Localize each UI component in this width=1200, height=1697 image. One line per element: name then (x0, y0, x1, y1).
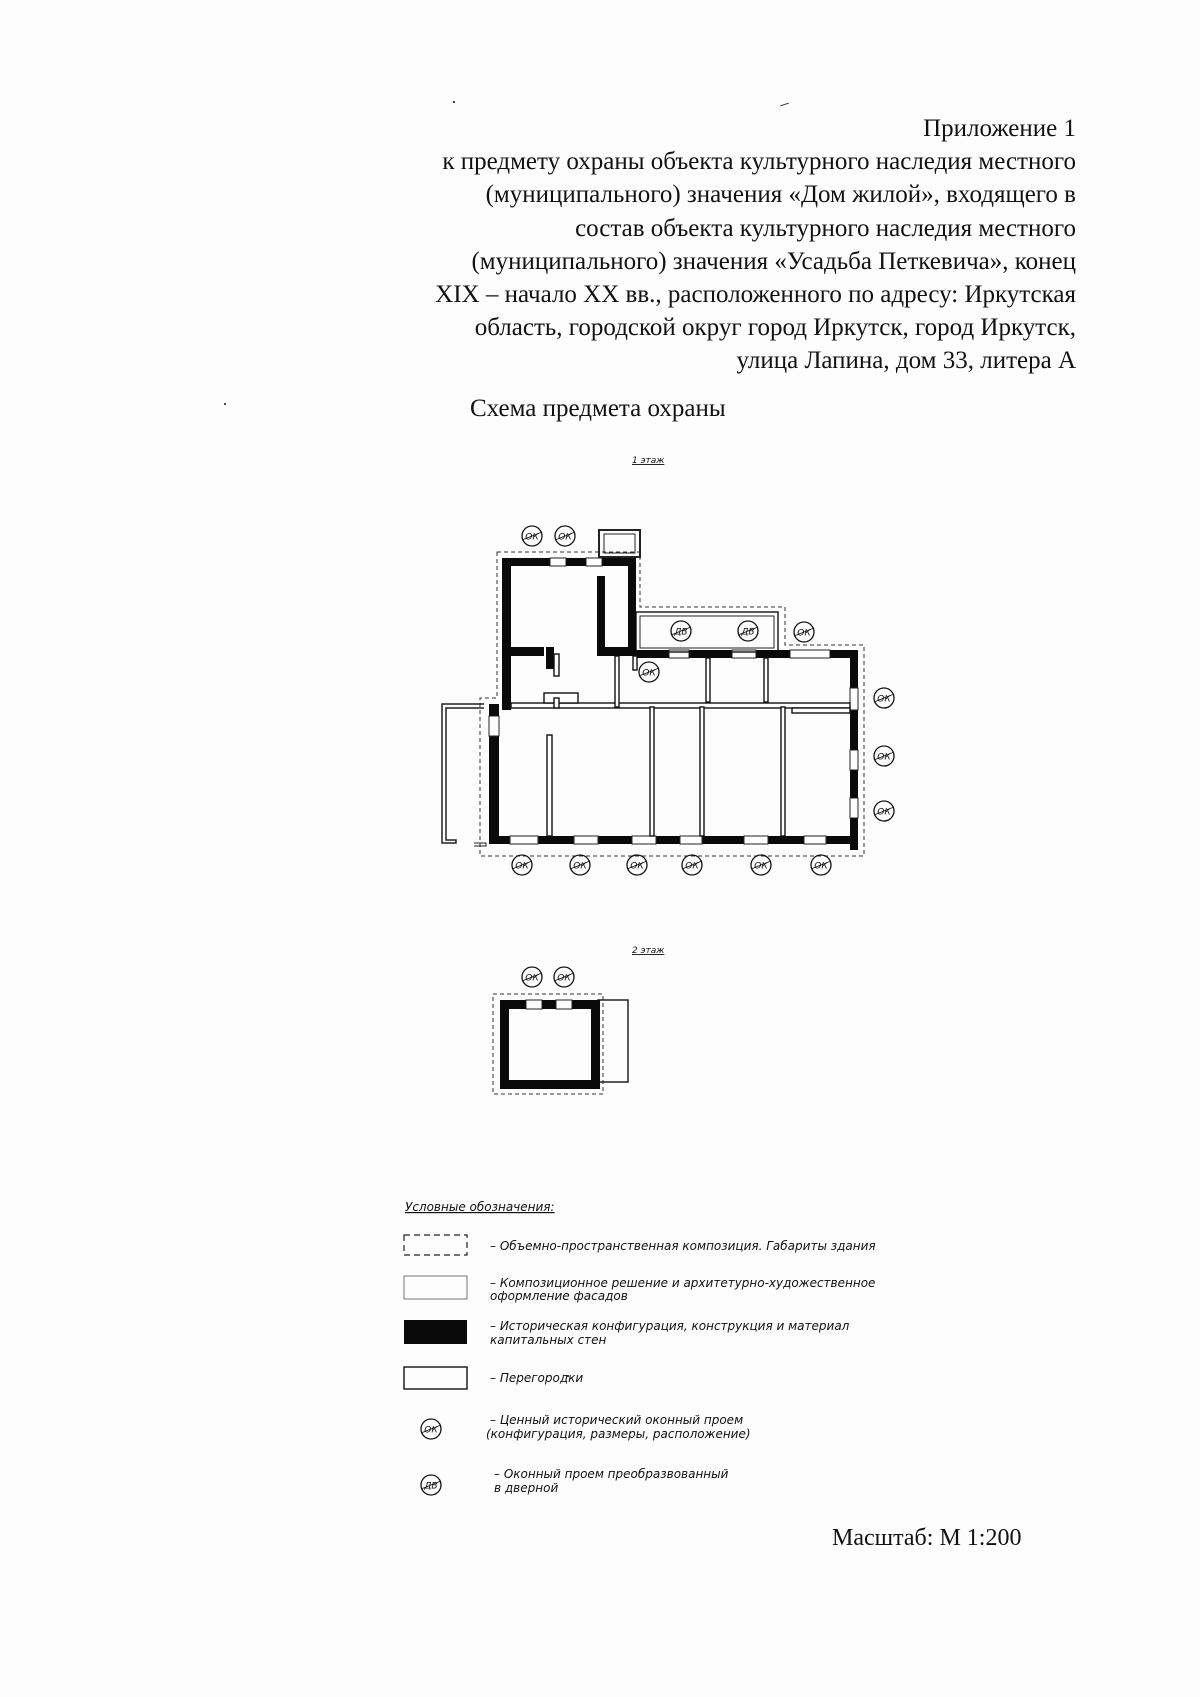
svg-text:ОК: ОК (642, 668, 656, 679)
legend-text-line: в дверной (494, 1481, 559, 1495)
window-mark-icon (874, 746, 894, 766)
window-mark-icon (751, 855, 771, 875)
floor1-label: 1 этаж (632, 456, 665, 466)
legend-door-mark-icon (421, 1475, 441, 1495)
svg-text:ОК: ОК (558, 532, 572, 543)
window-mark-icon (522, 967, 542, 987)
svg-text:ОК: ОК (573, 861, 587, 872)
window-mark-icon (512, 855, 532, 875)
legend-text-line: – Композиционное решение и архитетурно-художественное (490, 1276, 876, 1290)
legend-text-line: оформление фасадов (490, 1289, 628, 1303)
door-marks (671, 621, 758, 641)
window-mark-icon (555, 526, 575, 546)
legend-text-line: капитальных стен (490, 1333, 607, 1347)
svg-text:ОК: ОК (630, 861, 644, 872)
porch-frame-inner (604, 534, 635, 553)
appendix-text-line: область, городской округ город Иркутск, город Иркутск, (474, 314, 1076, 342)
appendix-text-line: (муниципального) значения «Дом жилой», входящего в (485, 181, 1076, 209)
svg-text:ОК: ОК (525, 532, 539, 543)
appendix-text-line: XIX – начало XX вв., расположенного по адресу: Иркутская (435, 281, 1076, 309)
window-marks (522, 967, 574, 987)
svg-text:ДВ: ДВ (741, 627, 755, 638)
svg-text:ОК: ОК (814, 861, 828, 872)
scale-label: Масштаб: М 1:200 (832, 1525, 1022, 1551)
veranda-frame (636, 612, 778, 652)
legend-text-line: – Оконный проем преобразвованный (494, 1467, 729, 1481)
svg-text:ОК: ОК (877, 694, 891, 705)
scheme-title: Схема предмета охраны (470, 395, 726, 422)
window-mark-icon (811, 855, 831, 875)
legend-text (490, 1319, 853, 1347)
appendix-title: Приложение 1 (923, 115, 1076, 142)
legend-swatch-facade (404, 1276, 467, 1299)
legend-swatch-capital-wall (404, 1320, 467, 1344)
legend-swatch-dashed (404, 1235, 467, 1255)
svg-text:ОК: ОК (424, 1425, 438, 1436)
floor2-label: 2 этаж (632, 946, 665, 956)
partitions (511, 654, 850, 836)
svg-text:ОК: ОК (515, 861, 529, 872)
legend-text-line: – Ценный исторический оконный проем (490, 1413, 744, 1427)
capital-walls (500, 1000, 600, 1089)
appendix-text-line: к предмету охраны объекта культурного наследия местного (442, 148, 1076, 176)
side-annex-frame (442, 704, 484, 843)
appendix-text-line: улица Лапина, дом 33, литера А (736, 347, 1076, 375)
svg-text:ОК: ОК (754, 861, 768, 872)
door-mark-icon (738, 621, 758, 641)
window-mark-icon (522, 526, 542, 546)
legend-text-line: (конфигурация, размеры, расположение) (486, 1427, 751, 1441)
svg-text:ОК: ОК (877, 807, 891, 818)
svg-text:ДВ: ДВ (424, 1481, 438, 1492)
legend-text (494, 1467, 732, 1495)
appendix-text-line: (муниципального) значения «Усадьба Петкевича», конец (471, 247, 1076, 275)
svg-text:ОК: ОК (685, 861, 699, 872)
door-mark-icon (671, 621, 691, 641)
window-mark-icon (794, 622, 814, 642)
floor2-plan (493, 967, 628, 1094)
svg-text:ОК: ОК (877, 752, 891, 763)
floor1-plan (442, 526, 894, 875)
appendix-text-line: состав объекта культурного наследия местного (575, 214, 1076, 242)
window-mark-icon (554, 967, 574, 987)
legend-text (490, 1276, 879, 1303)
svg-text:ОК: ОК (557, 973, 571, 984)
svg-text:ОК: ОК (525, 973, 539, 984)
svg-text:ОК: ОК (797, 628, 811, 639)
legend-text (486, 1413, 751, 1441)
window-mark-icon (627, 855, 647, 875)
legend-text: – Перегородки (490, 1371, 584, 1385)
svg-text:ДВ: ДВ (674, 627, 688, 638)
legend-window-mark-icon (421, 1419, 441, 1439)
legend-text: – Объемно-пространственная композиция. Габариты здания (490, 1239, 876, 1253)
window-mark-icon (570, 855, 590, 875)
legend-title: Условные обозначения: (405, 1200, 555, 1214)
window-mark-icon (639, 662, 659, 682)
legend-swatch-partition (404, 1367, 467, 1389)
window-mark-icon (874, 801, 894, 821)
legend-text-line: – Историческая конфигурация, конструкция и материал (490, 1319, 850, 1333)
legend (404, 1200, 879, 1495)
window-mark-icon (682, 855, 702, 875)
window-mark-icon (874, 688, 894, 708)
